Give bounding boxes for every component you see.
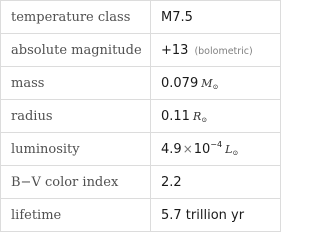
luminosity-exponent: −4 (210, 139, 223, 149)
row-label-lifetime: lifetime (1, 199, 151, 232)
absolute-magnitude-value: +13 (161, 42, 189, 58)
row-value-radius (151, 100, 281, 133)
row-value-bv-color-index (151, 166, 281, 199)
table-row (1, 166, 281, 199)
solar-luminosity-unit (225, 143, 238, 156)
row-label-bv-color-index: B−V color index (1, 166, 151, 199)
temperature-class-value: M7.5 (161, 9, 193, 25)
table-row (1, 1, 281, 34)
row-value-luminosity (151, 133, 281, 166)
row-label-absolute-magnitude: absolute magnitude (1, 34, 151, 67)
solar-mass-unit (201, 77, 218, 90)
solar-mass-unit-symbol: M (201, 76, 213, 90)
lifetime-value: 5.7 trillion yr (161, 207, 245, 223)
table-row (1, 100, 281, 133)
row-label-mass: mass (1, 67, 151, 100)
table-row (1, 34, 281, 67)
sun-symbol-icon: ⊙ (232, 148, 239, 157)
table-row (1, 67, 281, 100)
solar-luminosity-unit-symbol: L (225, 142, 233, 156)
solar-radius-unit (193, 110, 207, 123)
row-label-luminosity: luminosity (1, 133, 151, 166)
row-value-mass (151, 67, 281, 100)
row-label-radius: radius (1, 100, 151, 133)
sun-symbol-icon: ⊙ (212, 82, 219, 91)
luminosity-base: 10 (193, 141, 211, 157)
times-sign: × (182, 141, 193, 156)
row-value-lifetime (151, 199, 281, 232)
sun-symbol-icon: ⊙ (201, 115, 208, 124)
table-row (1, 199, 281, 232)
row-value-temperature-class (151, 1, 281, 34)
bv-color-index-value: 2.2 (161, 174, 182, 190)
solar-radius-unit-symbol: R (192, 109, 202, 123)
absolute-magnitude-note: (bolometric) (194, 45, 253, 57)
row-value-absolute-magnitude (151, 34, 281, 67)
row-label-temperature-class: temperature class (1, 1, 151, 34)
radius-value: 0.11 (161, 108, 190, 124)
table-row (1, 133, 281, 166)
luminosity-mantissa: 4.9 (161, 141, 182, 157)
mass-value: 0.079 (161, 75, 199, 91)
